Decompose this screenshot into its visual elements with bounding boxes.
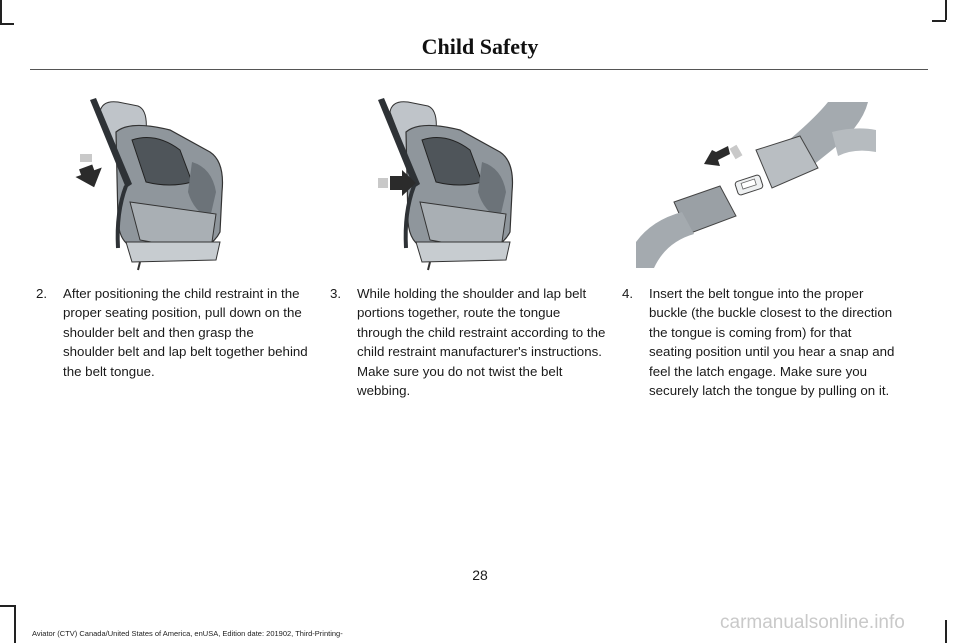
crop-mark	[945, 0, 947, 20]
step-number: 2.	[36, 286, 48, 301]
watermark: carmanualsonline.info	[720, 612, 905, 633]
step-text: After positioning the child restraint in the proper seating position, pull down on the shoulder belt and then grasp the shoulder belt and lap belt together behind the belt tongue.	[63, 286, 308, 379]
crop-mark	[945, 620, 947, 643]
crop-mark	[0, 605, 15, 607]
footer-edition-info: Aviator (CTV) Canada/United States of America, enUSA, Edition date: 201902, Third-Printing-	[32, 629, 343, 638]
child-seat-illustration-2	[350, 92, 540, 272]
step-number: 4.	[622, 286, 634, 301]
step-2	[36, 284, 308, 381]
step-number: 3.	[330, 286, 342, 301]
step-text: Insert the belt tongue into the proper buckle (the buckle closest to the direction the tongue is coming from) for that seating position until you hear a snap and feel the latch engage. Make sure you securely latch the tongue by pulling on it.	[649, 286, 895, 399]
crop-mark	[0, 23, 14, 25]
crop-mark	[0, 0, 2, 24]
crop-mark	[932, 20, 946, 22]
page-title: Child Safety	[421, 34, 539, 59]
header-divider	[30, 69, 928, 70]
step-4	[622, 284, 898, 400]
buckle-illustration	[632, 92, 882, 272]
crop-mark	[14, 605, 16, 643]
step-text: While holding the shoulder and lap belt portions together, route the tongue through the child restraint according to the child restraint manufacturer's instructions. Make sure you do not twist the belt webbing.	[357, 286, 606, 399]
page-number: 28	[472, 567, 488, 583]
child-seat-illustration-1	[60, 92, 250, 272]
step-3	[330, 284, 606, 400]
